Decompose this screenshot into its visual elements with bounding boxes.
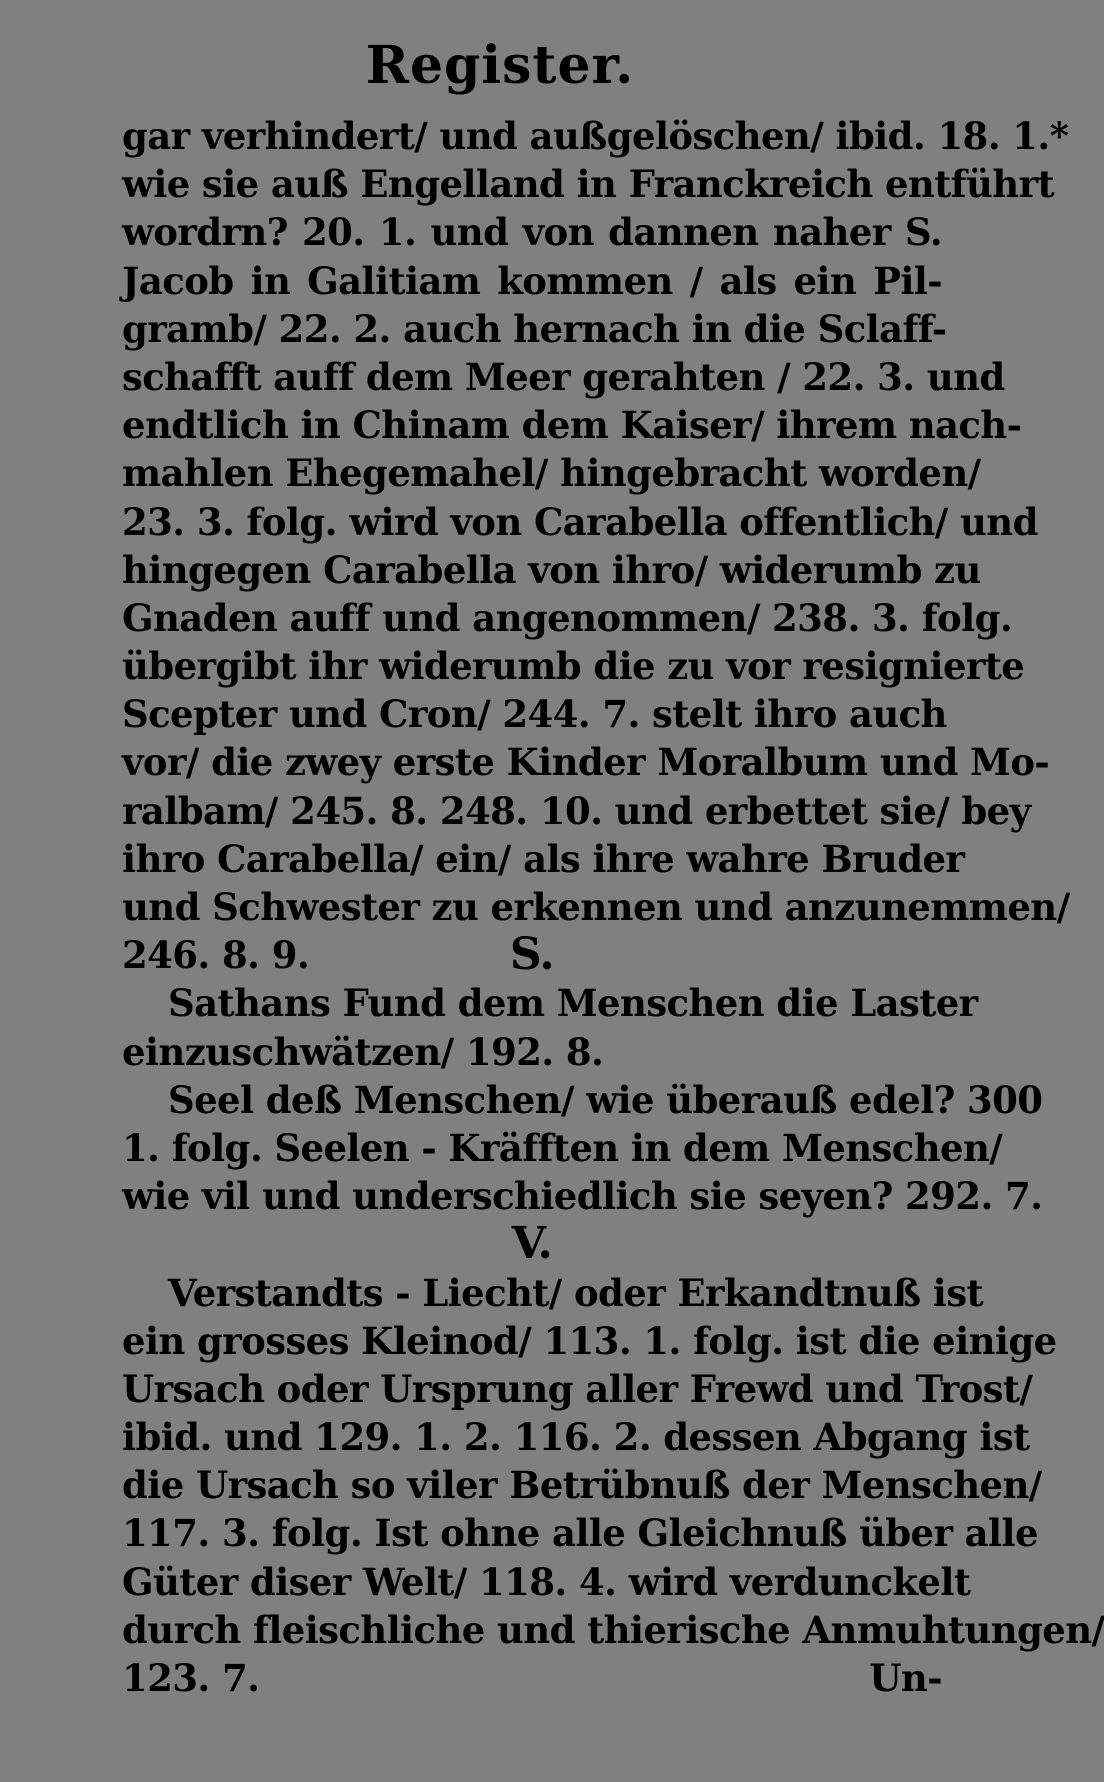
text-line: hingegen Carabella von ihro/ widerumb zu [122, 547, 981, 592]
text-line: mahlen Ehegemahel/ hingebracht worden/ [122, 451, 981, 496]
text-line: ein grosses Kleinod/ 113. 1. folg. ist die einige [122, 1318, 1057, 1363]
page-footer-line [122, 1654, 942, 1702]
section-heading-s: S. [509, 929, 555, 981]
text-line: und Schwester zu erkennen und anzunemmen/ [122, 885, 1070, 929]
page-reference: 123. 7. [122, 1656, 260, 1700]
text-line: ralbam/ 245. 8. 248. 10. und erbettet sie/ bey [122, 788, 1031, 833]
text-line: Ursach oder Ursprung aller Frewd und Trost/ [122, 1366, 1033, 1411]
text-line: ibid. und 129. 1. 2. 116. 2. dessen Abgang ist [122, 1415, 1030, 1460]
text-line: 23. 3. folg. wird von Carabella offentlich/ und [122, 499, 1038, 544]
text-line: vor/ die zwey erste Kinder Moralbum und Mo- [122, 740, 1050, 785]
text-line: durch fleischliche und thierische Anmuhtungen/ [122, 1607, 1104, 1652]
entry-end-ref: 246. 8. 9. [122, 933, 310, 978]
running-header: Register. [365, 35, 635, 96]
section-s-line [122, 931, 942, 979]
entry-line-seel: Seel deß Menschen/ wie überauß edel? 300 [168, 1077, 1043, 1122]
text-line: ihro Carabella/ ein/ als ihre wahre Bruder [122, 836, 965, 881]
text-line: wie sie auß Engelland in Franckreich entführt [122, 162, 1054, 207]
text-line: einzuschwätzen/ 192. 8. [122, 1029, 604, 1074]
text-line: 117. 3. folg. Ist ohne alle Gleichnuß über alle [122, 1511, 1038, 1556]
catchword: Un- [869, 1656, 942, 1700]
text-line: die Ursach so viler Betrübnuß der Menschen/ [122, 1463, 1042, 1508]
text-line: wie vil und underschiedlich sie seyen? 292. 7. [122, 1174, 1043, 1219]
register-text [122, 112, 1104, 1702]
text-line: übergibt ihr widerumb die zu vor resignierte [122, 644, 1025, 689]
section-heading-v: V. [511, 1218, 553, 1270]
text-line: Gnaden auff und angenommen/ 238. 3. folg. [122, 595, 1013, 640]
text-line: Jacob in Galitiam kommen / als ein Pil- [122, 258, 942, 303]
text-line: Güter diser Welt/ 118. 4. wird verdunckelt [122, 1559, 971, 1604]
text-line: wordrn? 20. 1. und von dannen naher S. [122, 210, 942, 255]
entry-line-sathans: Sathans Fund dem Menschen die Laster [168, 981, 978, 1026]
text-line: schafft auff dem Meer gerahten / 22. 3. und [122, 354, 1005, 399]
text-line: gar verhindert/ und außgelöschen/ ibid. 18. 1.* [122, 114, 1069, 158]
text-line: gramb/ 22. 2. auch hernach in die Sclaff- [122, 306, 947, 351]
text-line: Scepter und Cron/ 244. 7. stelt ihro auch [122, 692, 947, 737]
text-line: 1. folg. Seelen - Kräfften in dem Menschen/ [122, 1125, 1003, 1170]
entry-line-verstandts: Verstandts - Liecht/ oder Erkandtnuß ist [168, 1270, 983, 1315]
text-line: endtlich in Chinam dem Kaiser/ ihrem nach- [122, 403, 1022, 448]
